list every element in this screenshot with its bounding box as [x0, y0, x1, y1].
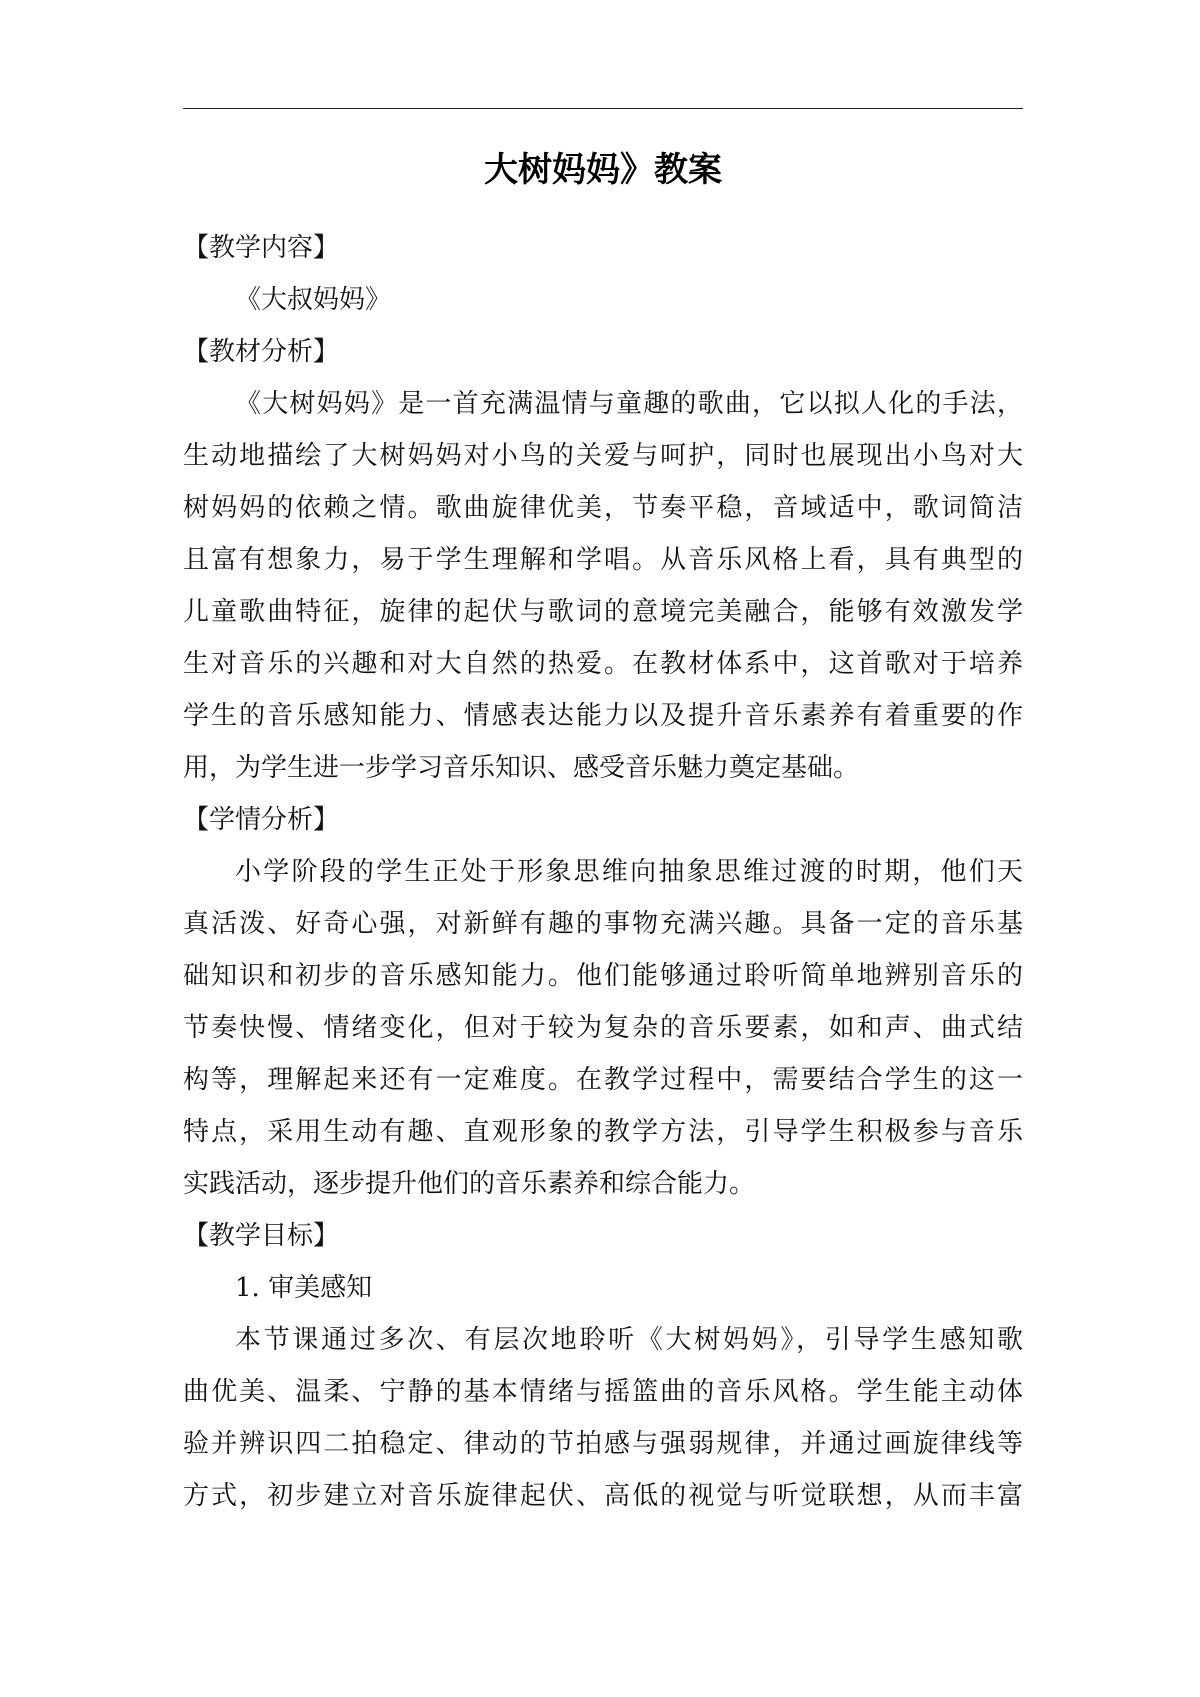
header-rule — [183, 108, 1023, 109]
paragraph-line: 用，为学生进一步学习音乐知识、感受音乐魅力奠定基础。 — [183, 753, 860, 783]
material-analysis-paragraph — [183, 378, 1023, 794]
paragraph-line: 实践活动，逐步提升他们的音乐素养和综合能力。 — [183, 1169, 756, 1199]
paragraph-line: 本节课通过多次、有层次地聆听《大树妈妈》，引导学生感知歌 — [235, 1325, 1023, 1355]
paragraph-line: 特点，采用生动有趣、直观形象的教学方法，引导学生积极参与音乐 — [183, 1117, 1023, 1147]
section-heading-material-analysis: 【教材分析】 — [183, 337, 340, 367]
teaching-goals-paragraph — [183, 1314, 1023, 1522]
paragraph-line: 且富有想象力，易于学生理解和学唱。从音乐风格上看，具有典型的 — [183, 545, 1023, 575]
paragraph-line: 真活泼、好奇心强，对新鲜有趣的事物充满兴趣。具备一定的音乐基 — [183, 909, 1023, 939]
paragraph-line: 学生的音乐感知能力、情感表达能力以及提升音乐素养有着重要的作 — [183, 701, 1023, 731]
document-body — [183, 222, 1023, 1522]
paragraph-line: 曲优美、温柔、宁静的基本情绪与摇篮曲的音乐风格。学生能主动体 — [183, 1377, 1023, 1407]
paragraph-line: 儿童歌曲特征，旋律的起伏与歌词的意境完美融合，能够有效激发学 — [183, 597, 1023, 627]
paragraph-line: 生动地描绘了大树妈妈对小鸟的关爱与呵护，同时也展现出小鸟对大 — [183, 441, 1023, 471]
paragraph-line: 小学阶段的学生正处于形象思维向抽象思维过渡的时期，他们天 — [235, 857, 1023, 887]
paragraph-line: 树妈妈的依赖之情。歌曲旋律优美，节奏平稳，音域适中，歌词简洁 — [183, 493, 1023, 523]
teaching-content-item: 《大叔妈妈》 — [235, 285, 392, 315]
paragraph-line: 验并辨识四二拍稳定、律动的节拍感与强弱规律，并通过画旋律线等 — [183, 1429, 1023, 1459]
document-title: 大树妈妈》教案 — [484, 150, 722, 190]
goal-subheading-aesthetic-perception: 1. 审美感知 — [235, 1273, 373, 1303]
section-heading-teaching-goals: 【教学目标】 — [183, 1221, 340, 1251]
paragraph-line: 《大树妈妈》是一首充满温情与童趣的歌曲，它以拟人化的手法， — [235, 389, 1023, 419]
paragraph-line: 础知识和初步的音乐感知能力。他们能够通过聆听简单地辨别音乐的 — [183, 961, 1023, 991]
paragraph-line: 节奏快慢、情绪变化，但对于较为复杂的音乐要素，如和声、曲式结 — [183, 1013, 1023, 1043]
section-heading-student-analysis: 【学情分析】 — [183, 805, 340, 835]
paragraph-line: 生对音乐的兴趣和对大自然的热爱。在教材体系中，这首歌对于培养 — [183, 649, 1023, 679]
section-heading-teaching-content: 【教学内容】 — [183, 233, 340, 263]
student-analysis-paragraph — [183, 846, 1023, 1210]
paragraph-line: 方式，初步建立对音乐旋律起伏、高低的视觉与听觉联想，从而丰富 — [183, 1481, 1023, 1511]
paragraph-line: 构等，理解起来还有一定难度。在教学过程中，需要结合学生的这一 — [183, 1065, 1023, 1095]
